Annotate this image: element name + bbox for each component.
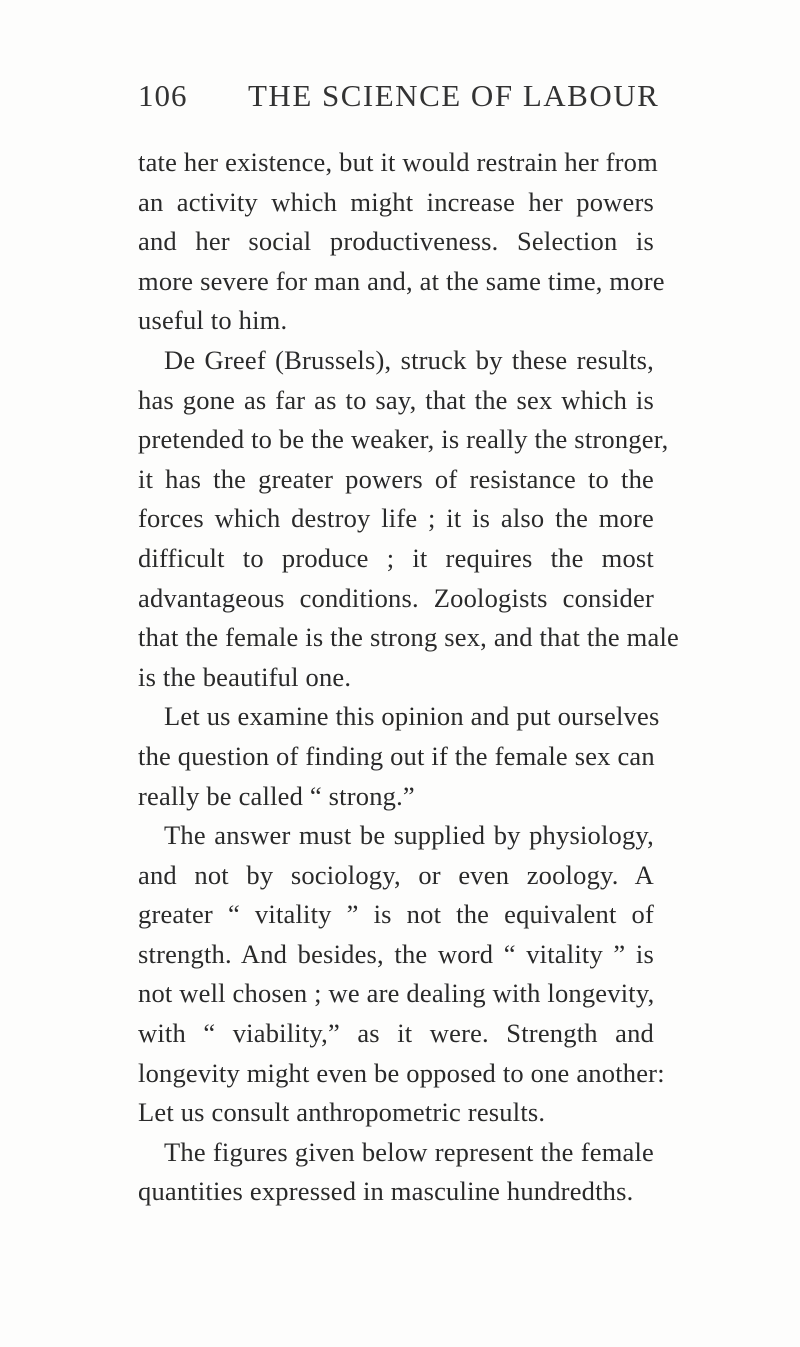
text-line: useful to him. bbox=[138, 305, 288, 336]
page-number: 106 bbox=[138, 78, 188, 113]
text-line: is the beautiful one. bbox=[138, 661, 352, 692]
text-line: more severe for man and, at the same time, more bbox=[138, 265, 665, 296]
text-line: pretended to be the weaker, is really the stronger, bbox=[138, 424, 669, 455]
running-head bbox=[138, 78, 658, 122]
body-text bbox=[138, 143, 679, 1212]
text-line: greater “ vitality ” is not the equivalent of bbox=[138, 899, 654, 930]
text-line: longevity might even be opposed to one another: bbox=[138, 1057, 665, 1088]
text-line: De Greef (Brussels), struck by these results, bbox=[164, 344, 654, 375]
text-line: quantities expressed in masculine hundredths. bbox=[138, 1176, 634, 1207]
text-line: strength. And besides, the word “ vitality ” is bbox=[138, 938, 654, 969]
text-line: not well chosen ; we are dealing with longevity, bbox=[138, 978, 655, 1009]
text-line: the question of finding out if the female sex can bbox=[138, 740, 655, 771]
text-line: Let us examine this opinion and put ourselves bbox=[164, 701, 660, 732]
text-line: advantageous conditions. Zoologists consider bbox=[138, 582, 654, 613]
text-line: really be called “ strong.” bbox=[138, 780, 415, 811]
text-line: and not by sociology, or even zoology. A bbox=[138, 859, 654, 890]
text-line: tate her existence, but it would restrain her from bbox=[138, 147, 658, 177]
text-line: an activity which might increase her powers bbox=[138, 186, 654, 217]
running-title: THE SCIENCE OF LABOUR bbox=[248, 78, 660, 113]
text-line: that the female is the strong sex, and that the male bbox=[138, 622, 679, 653]
text-line: with “ viability,” as it were. Strength and bbox=[138, 1018, 654, 1049]
text-line: it has the greater powers of resistance to the bbox=[138, 463, 654, 494]
text-line: and her social productiveness. Selection is bbox=[138, 226, 654, 257]
text-line: has gone as far as to say, that the sex which is bbox=[138, 384, 654, 415]
text-line: difficult to produce ; it requires the most bbox=[138, 542, 654, 573]
text-line: Let us consult anthropometric results. bbox=[138, 1097, 546, 1128]
text-line: The figures given below represent the female bbox=[164, 1136, 654, 1167]
text-line: The answer must be supplied by physiology, bbox=[164, 820, 654, 851]
text-line: forces which destroy life ; it is also the more bbox=[138, 503, 654, 534]
